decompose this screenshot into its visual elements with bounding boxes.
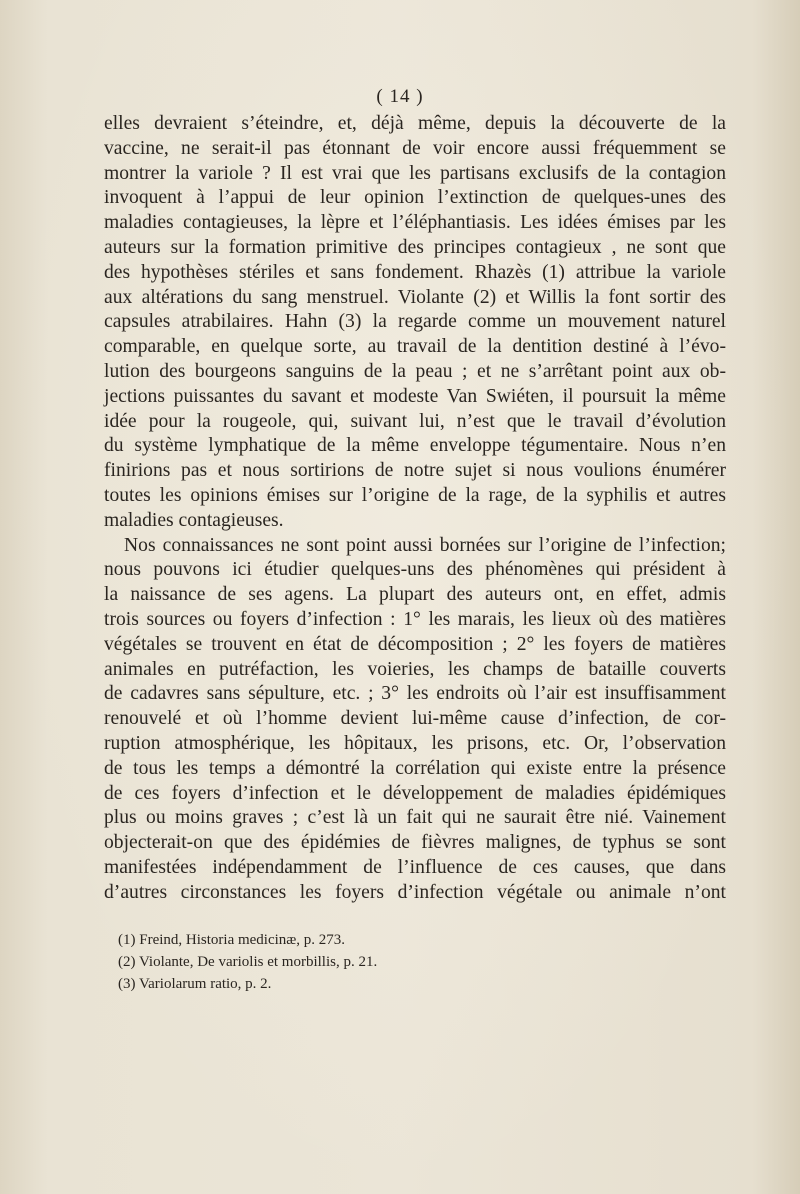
footnote: (3) Variolarum ratio, p. 2. — [118, 976, 272, 992]
text-line: vaccine, ne serait-il pas étonnant de voir encore aussi fréquemment se — [104, 137, 726, 159]
text-line: objecterait-on que des épidémies de fièvres malignes, de typhus se sont — [104, 832, 726, 854]
text-line: maladies contagieuses. — [104, 509, 284, 531]
text-line: du système lymphatique de la même enveloppe tégumentaire. Nous n’en — [104, 435, 726, 457]
text-line: d’autres circonstances les foyers d’infection végétale ou animale n’ont — [104, 881, 726, 903]
text-line: lution des bourgeons sanguins de la peau ; et ne s’arrêtant point aux ob- — [104, 360, 726, 382]
text-line: comparable, en quelque sorte, au travail de la dentition destiné à l’évo- — [104, 336, 726, 358]
text-line: plus ou moins graves ; c’est là un fait qui ne saurait être nié. Vainement — [104, 807, 726, 829]
text-line: nous pouvons ici étudier quelques-uns des phénomènes qui président à — [104, 559, 726, 581]
text-line: idée pour la rougeole, qui, suivant lui, n’est que le travail d’évolution — [104, 410, 726, 432]
text-line: la naissance de ses agens. La plupart des auteurs ont, en effet, admis — [104, 584, 726, 606]
text-line: montrer la variole ? Il est vrai que les partisans exclusifs de la contagion — [104, 162, 726, 184]
text-line: trois sources ou foyers d’infection : 1° les marais, les lieux où des matières — [104, 608, 726, 630]
text-line: animales en putréfaction, les voieries, les champs de bataille couverts — [104, 658, 726, 680]
text-line: aux altérations du sang menstruel. Violante (2) et Willis la font sortir des — [104, 286, 726, 308]
text-line: de tous les temps a démontré la corrélation qui existe entre la présence — [104, 757, 726, 779]
text-line: elles devraient s’éteindre, et, déjà même, depuis la découverte de la — [104, 113, 726, 134]
text-line: capsules atrabilaires. Hahn (3) la regarde comme un mouvement naturel — [104, 311, 726, 333]
text-line: maladies contagieuses, la lèpre et l’éléphantiasis. Les idées émises par les — [104, 212, 726, 234]
footnote: (2) Violante, De variolis et morbillis, p. 21. — [118, 954, 378, 970]
text-line: manifestées indépendamment de l’influence de ces causes, que dans — [104, 856, 726, 878]
footnotes — [118, 929, 618, 995]
text-line: de ces foyers d’infection et le développement de maladies épidémiques — [104, 782, 726, 804]
text-line: des hypothèses stériles et sans fondement. Rhazès (1) attribue la variole — [104, 261, 726, 283]
text-line: finirions pas et nous sortirions de notre sujet si nous voulions énumérer — [104, 460, 726, 482]
footnote: (1) Freind, Historia medicinæ, p. 273. — [118, 932, 346, 948]
text-line: invoquent à l’appui de leur opinion l’extinction de quelques-unes des — [104, 187, 726, 209]
page-number: ( 14 ) — [376, 86, 424, 107]
text-line: jections puissantes du savant et modeste Van Swiéten, il poursuit la même — [104, 385, 726, 407]
text-line: ruption atmosphérique, les hôpitaux, les prisons, etc. Or, l’observation — [104, 732, 726, 754]
paragraph-start-line: Nos connaissances ne sont point aussi bornées sur l’origine de l’infection; — [124, 534, 726, 556]
text-line: toutes les opinions émises sur l’origine de la rage, de la syphilis et autres — [104, 484, 726, 506]
text-line: renouvelé et où l’homme devient lui-même cause d’infection, de cor- — [104, 708, 726, 730]
text-line: de cadavres sans sépulture, etc. ; 3° les endroits où l’air est insuffisamment — [104, 683, 726, 705]
text-line: auteurs sur la formation primitive des principes contagieux , ne sont que — [104, 236, 726, 258]
text-line: végétales se trouvent en état de décomposition ; 2° les foyers de matières — [104, 633, 726, 655]
body-text — [104, 112, 726, 906]
